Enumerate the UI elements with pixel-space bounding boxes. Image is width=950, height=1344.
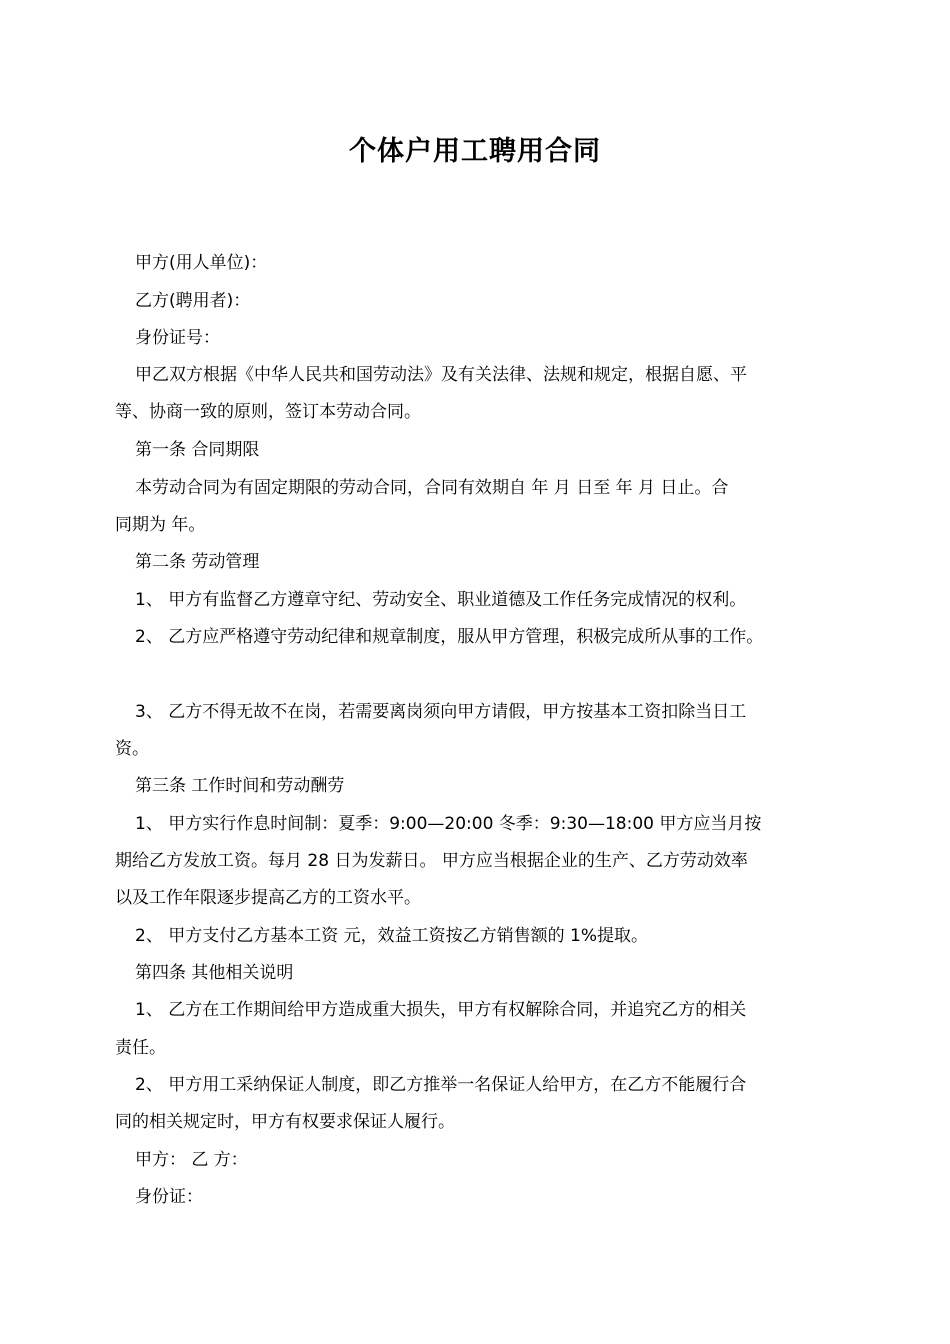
article-3-item-1-line-1: 1、 甲方实行作息时间制：夏季：9:00—20:00 冬季：9:30—18:00 甲方应当月按 [135,814,762,834]
article-2-item-3-line-1: 3、 乙方不得无故不在岗，若需要离岗须向甲方请假，甲方按基本工资扣除当日工 [135,702,747,722]
document-title: 个体户用工聘用合同 [349,136,601,167]
id-number-line: 身份证号： [135,328,220,348]
preamble-line-2: 等、协商一致的原则，签订本劳动合同。 [115,402,421,422]
article-4-item-2-line-1: 2、 甲方用工采纳保证人制度，即乙方推举一名保证人给甲方，在乙方不能履行合 [135,1075,747,1095]
article-1-line-2: 同期为 年。 [115,515,206,535]
party-b-line: 乙方(聘用者)： [135,291,251,311]
signature-parties-line: 甲方： 乙 方： [135,1150,248,1170]
article-4-item-1-line-1: 1、 乙方在工作期间给甲方造成重大损失，甲方有权解除合同，并追究乙方的相关 [135,1000,747,1020]
article-3-heading: 第三条 工作时间和劳动酬劳 [135,776,345,796]
article-2-item-1: 1、 甲方有监督乙方遵章守纪、劳动安全、职业道德及工作任务完成情况的权利。 [135,590,747,610]
article-3-item-1-line-3: 以及工作年限逐步提高乙方的工资水平。 [115,888,421,908]
article-2-item-2: 2、 乙方应严格遵守劳动纪律和规章制度，服从甲方管理，积极完成所从事的工作。 [135,627,764,647]
article-3-item-2: 2、 甲方支付乙方基本工资 元，效益工资按乙方销售额的 1%提取。 [135,926,648,946]
signature-id-line: 身份证： [135,1187,203,1207]
article-4-heading: 第四条 其他相关说明 [135,963,294,983]
article-2-item-3-line-2: 资。 [115,739,149,759]
party-a-line: 甲方(用人单位)： [135,253,268,273]
article-4-item-2-line-2: 同的相关规定时，甲方有权要求保证人履行。 [115,1112,455,1132]
article-1-line-1: 本劳动合同为有固定期限的劳动合同，合同有效期自 年 月 日至 年 月 日止。合 [135,478,729,498]
article-2-heading: 第二条 劳动管理 [135,552,260,572]
article-4-item-1-line-2: 责任。 [115,1038,166,1058]
article-3-item-1-line-2: 期给乙方发放工资。每月 28 日为发薪日。 甲方应当根据企业的生产、乙方劳动效率 [115,851,748,871]
article-1-heading: 第一条 合同期限 [135,440,260,460]
preamble-line-1: 甲乙双方根据《中华人民共和国劳动法》及有关法律、法规和规定，根据自愿、平 [135,365,747,385]
